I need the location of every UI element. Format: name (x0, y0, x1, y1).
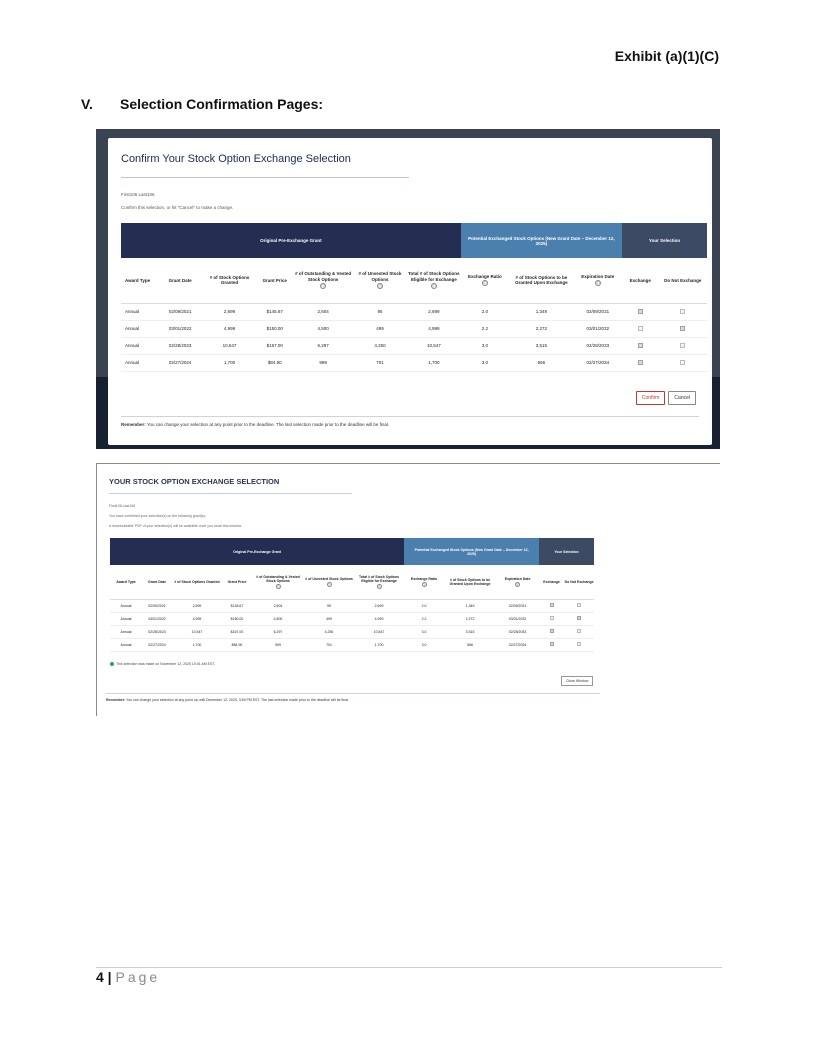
column-header (172, 565, 222, 599)
column-header-label: # of Outstanding & Vested Stock Options (295, 271, 352, 282)
column-header (110, 565, 142, 599)
column-header-label: Award Type (125, 277, 151, 283)
column-header-label: # of Stock Options to be Granted Upon Exchange (449, 577, 491, 586)
column-header (252, 565, 304, 599)
cell-exchange (622, 354, 659, 371)
column-header (121, 258, 158, 303)
info-icon[interactable]: ⓘ (276, 584, 280, 589)
column-header (353, 258, 407, 303)
cell-ratio: 2.0 (404, 599, 444, 612)
column-header-label: # of Unvested Stock Options (305, 576, 353, 581)
info-icon[interactable]: ⓘ (378, 284, 383, 290)
cell-to-be-granted: 566 (444, 638, 496, 651)
column-header-label: Exchange Ratio (410, 576, 438, 581)
column-header-label: Do Not Exchange (564, 579, 594, 584)
user-name: First106 Last106 (109, 504, 136, 508)
cell-eligible: 4,999 (354, 612, 404, 625)
column-header (509, 258, 574, 303)
cell-award-type: Annual (110, 599, 142, 612)
cell-price: $150.00 (256, 320, 293, 337)
column-header-label: Total # of Stock Options Eligible for Exchange (408, 271, 460, 282)
cell-grant-date: 02/28/2023 (158, 337, 203, 354)
info-icon[interactable]: ⓘ (327, 582, 331, 587)
title-divider (121, 177, 409, 178)
dialog-actions (636, 391, 696, 405)
cell-expiration: 02/09/2031 (496, 599, 539, 612)
group-header-original: Original Pre-Exchange Grant (121, 223, 461, 258)
info-icon[interactable]: ⓘ (431, 284, 436, 290)
column-header-label: Grant Price (262, 277, 287, 283)
cell-expiration: 02/28/2033 (574, 337, 622, 354)
remember-note (106, 698, 349, 702)
cell-vested: 6,297 (252, 625, 304, 638)
exchange-checkbox[interactable] (550, 642, 554, 646)
column-header-label: # of Stock Options Granted (174, 579, 220, 584)
cell-granted: 2,699 (203, 303, 257, 320)
cell-price: $167.00 (256, 337, 293, 354)
confirm-dialog (108, 138, 712, 445)
cell-vested: 4,500 (293, 320, 353, 337)
cell-do-not-exchange (659, 337, 707, 354)
group-header-potential: Potential Exchanged Stock Options (New Grant Date – December 12, 2025) (461, 223, 622, 258)
table-row (110, 599, 594, 612)
group-header-selection: Your Selection (539, 538, 594, 565)
do-not-exchange-checkbox[interactable] (577, 603, 581, 607)
do-not-exchange-checkbox[interactable] (680, 309, 685, 314)
column-header-label: Grant Price (227, 579, 247, 584)
group-header-potential: Potential Exchanged Stock Options (New Grant Date – December 12, 2025) (404, 538, 539, 565)
remember-note (121, 422, 389, 427)
column-header (622, 258, 659, 303)
cell-price: $84.90 (222, 638, 252, 651)
table-row (121, 320, 707, 337)
column-header-label: Expiration Date (581, 274, 615, 280)
column-header-label: # of Stock Options to be Granted Upon Exchange (515, 274, 568, 286)
cell-do-not-exchange (564, 599, 594, 612)
confirmed-text: You have confirmed your selection(s) on the following grant(s): (109, 514, 206, 518)
column-header (354, 565, 404, 599)
exchange-checkbox[interactable] (638, 343, 643, 348)
selection-table (110, 538, 594, 652)
cell-do-not-exchange (564, 612, 594, 625)
cell-exchange (539, 638, 564, 651)
info-icon[interactable]: ⓘ (422, 582, 426, 587)
dialog-title: Confirm Your Stock Option Exchange Selection (121, 153, 351, 165)
column-header-label: Exchange Ratio (468, 274, 502, 280)
column-header-label: Expiration Date (504, 576, 531, 581)
cell-unvested: 499 (353, 320, 407, 337)
cell-ratio: 2.0 (461, 303, 509, 320)
status-text: This selection was made on November 12, 2025 10:01 AM EST. (116, 662, 216, 666)
exchange-checkbox[interactable] (638, 360, 643, 365)
remember-text: You can change your selection at any point prior to the deadline. The last selection made prior to the deadline will be final. (145, 422, 390, 427)
info-icon[interactable]: ⓘ (321, 284, 326, 290)
cell-granted: 10,547 (172, 625, 222, 638)
cell-exchange (622, 337, 659, 354)
cell-vested: 999 (293, 354, 353, 371)
cell-vested: 2,604 (252, 599, 304, 612)
column-header (574, 258, 622, 303)
cell-expiration: 02/28/2033 (496, 625, 539, 638)
cell-ratio: 2.2 (404, 612, 444, 625)
info-icon[interactable]: ⓘ (595, 281, 600, 287)
column-header (461, 258, 509, 303)
cell-exchange (622, 320, 659, 337)
cell-ratio: 3.0 (404, 625, 444, 638)
footer-divider (106, 693, 600, 694)
page-word: Page (115, 969, 161, 985)
cell-to-be-granted: 2,272 (444, 612, 496, 625)
exchange-checkbox[interactable] (550, 629, 554, 633)
cell-expiration: 03/01/2032 (496, 612, 539, 625)
cell-ratio: 3.0 (461, 354, 509, 371)
cell-exchange (539, 612, 564, 625)
cell-ratio: 2.2 (461, 320, 509, 337)
column-header (293, 258, 353, 303)
cell-unvested: 4,250 (304, 625, 354, 638)
cell-granted: 2,699 (172, 599, 222, 612)
do-not-exchange-checkbox[interactable] (577, 616, 581, 620)
cell-unvested: 701 (304, 638, 354, 651)
cell-exchange (539, 599, 564, 612)
cell-ratio: 3.0 (461, 337, 509, 354)
cell-granted: 4,999 (172, 612, 222, 625)
column-header-label: Do Not Exchange (664, 277, 702, 283)
cell-to-be-granted: 566 (509, 354, 574, 371)
cell-exchange (622, 303, 659, 320)
cell-price: $145.67 (222, 599, 252, 612)
cell-award-type: Annual (121, 303, 158, 320)
column-header (539, 565, 564, 599)
section-number: V. (81, 96, 93, 112)
selection-status (110, 662, 215, 666)
cell-price: $167.00 (222, 625, 252, 638)
exhibit-label: Exhibit (a)(1)(C) (614, 48, 719, 64)
column-header (142, 565, 172, 599)
column-header (564, 565, 594, 599)
group-header-original: Original Pre-Exchange Grant (110, 538, 404, 565)
close-window-button[interactable]: Close Window (561, 676, 593, 686)
remember-label: Remember: (106, 698, 126, 702)
column-header (203, 258, 257, 303)
table-row (110, 638, 594, 651)
column-header-label: # of Outstanding & Vested Stock Options (256, 574, 300, 583)
exchange-checkbox[interactable] (550, 603, 554, 607)
cell-exchange (539, 625, 564, 638)
cell-eligible: 4,999 (407, 320, 461, 337)
user-name: First106 Last106 (121, 192, 155, 197)
do-not-exchange-checkbox[interactable] (680, 343, 685, 348)
info-icon[interactable]: ⓘ (516, 582, 520, 587)
cell-grant-date: 02/09/2021 (158, 303, 203, 320)
cell-price: $145.67 (256, 303, 293, 320)
do-not-exchange-checkbox[interactable] (577, 642, 581, 646)
column-header-label: Exchange (629, 277, 651, 283)
do-not-exchange-checkbox[interactable] (577, 629, 581, 633)
pdf-note: A downloadable PDF of your selection(s) will be available once you close this window. (109, 524, 242, 528)
page-footer (96, 969, 160, 985)
selection-screenshot (96, 463, 720, 716)
cell-expiration: 03/01/2032 (574, 320, 622, 337)
group-header-selection: Your Selection (622, 223, 707, 258)
do-not-exchange-checkbox[interactable] (680, 326, 685, 331)
page-number: 4 (96, 969, 104, 985)
section-heading (81, 96, 323, 112)
cell-award-type: Annual (110, 638, 142, 651)
cell-granted: 10,547 (203, 337, 257, 354)
footer-divider (121, 416, 699, 417)
do-not-exchange-checkbox[interactable] (680, 360, 685, 365)
cell-grant-date: 02/27/2024 (158, 354, 203, 371)
cell-eligible: 10,547 (407, 337, 461, 354)
cell-do-not-exchange (564, 625, 594, 638)
cancel-button[interactable]: Cancel (668, 391, 696, 405)
cell-grant-date: 02/09/2021 (142, 599, 172, 612)
cell-price: $150.00 (222, 612, 252, 625)
exchange-checkbox[interactable] (550, 616, 554, 620)
cell-award-type: Annual (121, 337, 158, 354)
table-row (110, 625, 594, 638)
cell-unvested: 95 (304, 599, 354, 612)
cell-to-be-granted: 3,515 (509, 337, 574, 354)
column-header (444, 565, 496, 599)
cell-eligible: 10,547 (354, 625, 404, 638)
title-divider (109, 493, 352, 494)
cell-do-not-exchange (564, 638, 594, 651)
cell-eligible: 2,699 (354, 599, 404, 612)
exchange-checkbox[interactable] (638, 309, 643, 314)
column-header-label: Total # of Stock Options Eligible for Exchange (359, 574, 400, 583)
cell-to-be-granted: 1,349 (444, 599, 496, 612)
column-header (222, 565, 252, 599)
cell-ratio: 3.0 (404, 638, 444, 651)
table-row (121, 303, 707, 320)
table-row (121, 354, 707, 371)
cell-to-be-granted: 2,272 (509, 320, 574, 337)
cell-unvested: 95 (353, 303, 407, 320)
footer-rule (96, 967, 722, 968)
cell-unvested: 4,250 (353, 337, 407, 354)
remember-label: Remember: (121, 422, 146, 427)
cell-award-type: Annual (121, 354, 158, 371)
confirm-screenshot (96, 129, 720, 449)
cell-expiration: 02/27/2034 (496, 638, 539, 651)
cell-unvested: 701 (353, 354, 407, 371)
column-header (404, 565, 444, 599)
column-header-label: Award Type (116, 579, 136, 584)
cell-do-not-exchange (659, 303, 707, 320)
selection-title: YOUR STOCK OPTION EXCHANGE SELECTION (109, 477, 280, 486)
cell-award-type: Annual (110, 612, 142, 625)
column-header (256, 258, 293, 303)
column-header-label: # of Stock Options Granted (209, 274, 250, 286)
cell-grant-date: 03/01/2022 (158, 320, 203, 337)
cell-eligible: 1,700 (354, 638, 404, 651)
cell-granted: 4,999 (203, 320, 257, 337)
info-icon[interactable]: ⓘ (482, 281, 487, 287)
column-header (158, 258, 203, 303)
cell-grant-date: 03/01/2022 (142, 612, 172, 625)
cell-expiration: 02/27/2034 (574, 354, 622, 371)
instruction-text: Confirm this selection, or hit "Cancel" to make a change. (121, 205, 234, 210)
cell-price: $84.90 (256, 354, 293, 371)
cell-granted: 1,700 (203, 354, 257, 371)
cell-vested: 6,297 (293, 337, 353, 354)
page-separator: | (103, 969, 116, 985)
remember-text: You can change your selection at any point up until December 12, 2025, 3:59 PM EST. The last selection made prior to the deadline will be final. (125, 698, 349, 702)
cell-granted: 1,700 (172, 638, 222, 651)
status-check-icon (110, 662, 114, 666)
cell-do-not-exchange (659, 354, 707, 371)
section-title: Selection Confirmation Pages: (120, 96, 324, 112)
cell-eligible: 2,699 (407, 303, 461, 320)
info-icon[interactable]: ⓘ (377, 584, 381, 589)
cell-vested: 4,500 (252, 612, 304, 625)
cell-award-type: Annual (121, 320, 158, 337)
exchange-checkbox[interactable] (638, 326, 643, 331)
column-header-label: Grant Date (148, 579, 166, 584)
cell-to-be-granted: 1,349 (509, 303, 574, 320)
cell-to-be-granted: 3,515 (444, 625, 496, 638)
cell-grant-date: 02/27/2024 (142, 638, 172, 651)
column-header (304, 565, 354, 599)
column-header (659, 258, 707, 303)
cell-unvested: 499 (304, 612, 354, 625)
cell-grant-date: 02/28/2023 (142, 625, 172, 638)
confirm-button[interactable]: Confirm (636, 391, 666, 405)
cell-expiration: 02/09/2031 (574, 303, 622, 320)
cell-eligible: 1,700 (407, 354, 461, 371)
cell-vested: 999 (252, 638, 304, 651)
table-row (110, 612, 594, 625)
column-header-label: Grant Date (168, 277, 192, 283)
column-header-label: # of Unvested Stock Options (358, 271, 402, 282)
column-header-label: Exchange (543, 579, 560, 584)
table-row (121, 337, 707, 354)
column-header (407, 258, 461, 303)
cell-award-type: Annual (110, 625, 142, 638)
exchange-table (121, 223, 707, 372)
cell-vested: 2,604 (293, 303, 353, 320)
column-header (496, 565, 539, 599)
cell-do-not-exchange (659, 320, 707, 337)
